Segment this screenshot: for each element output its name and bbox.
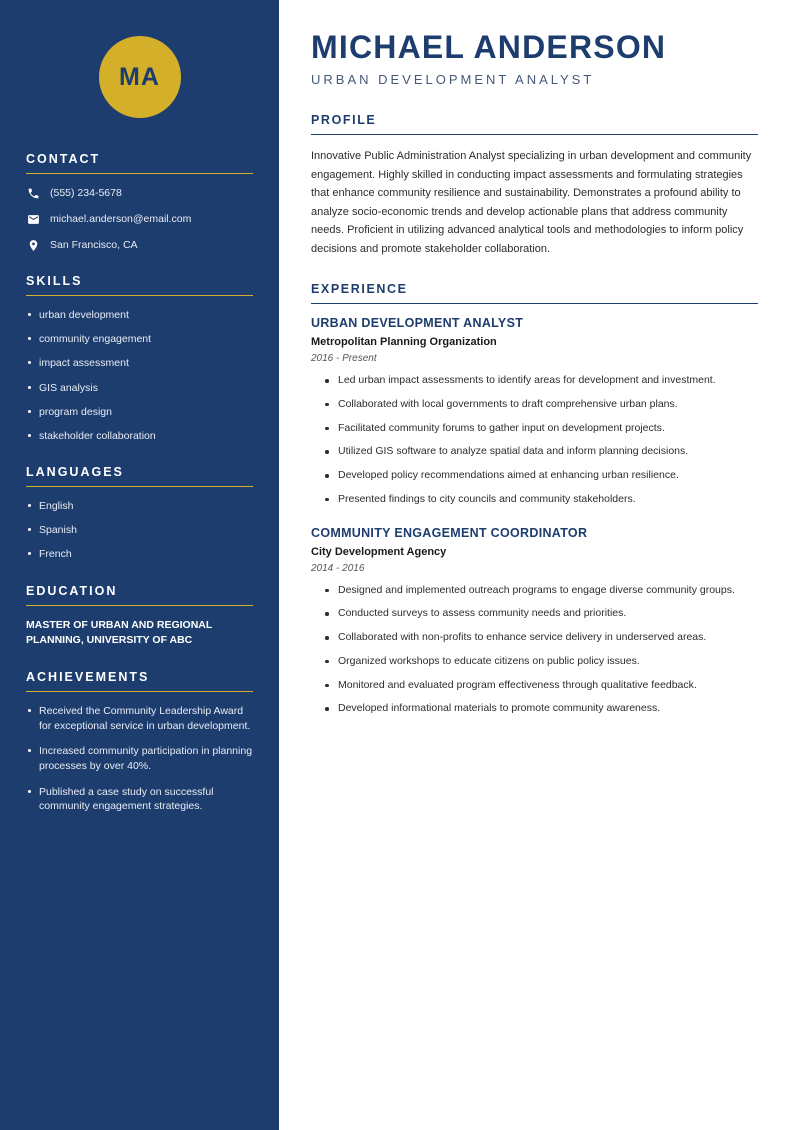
experience-role: COMMUNITY ENGAGEMENT COORDINATOR (311, 525, 588, 540)
education-item: MASTER OF URBAN AND REGIONAL PLANNING, UNIVERSITY OF ABC (26, 618, 213, 646)
education-section (26, 584, 253, 648)
experience-role: URBAN DEVELOPMENT ANALYST (311, 316, 524, 330)
contact-location-text: San Francisco, CA (50, 239, 138, 251)
experience-dates: 2014 - 2016 (311, 562, 365, 574)
contact-email-row (26, 212, 253, 226)
skills-section-title: SKILLS (26, 274, 253, 296)
contact-section-title: CONTACT (26, 152, 253, 174)
list-item: French (26, 547, 253, 561)
phone-icon (26, 186, 40, 200)
profile-section-title: PROFILE (311, 113, 758, 135)
achievements-list (26, 704, 253, 814)
experience-item (311, 526, 758, 718)
education-section-title: EDUCATION (26, 584, 253, 606)
experience-company: City Development Agency (311, 545, 447, 558)
profile-text: Innovative Public Administration Analyst specializing in urban development and community engagement. Highly skilled in conducting impact assessments and formulating strategies that enhance community resilience and sustainability. Demonstrates a profound ability to analyze socio-economic trends and develop actionable plans that address community needs. Proficient in utilizing advanced analytical tools and methodologies to inform policy decisions and promote stakeholder collaboration. (311, 150, 752, 255)
achievements-section (26, 670, 253, 814)
main-content (279, 0, 800, 1130)
contact-section (26, 152, 253, 252)
avatar-container (26, 0, 253, 152)
page-title: MICHAEL ANDERSON (311, 29, 667, 65)
list-item: Organized workshops to educate citizens on public policy issues. (325, 654, 758, 670)
experience-section-title: EXPERIENCE (311, 282, 758, 304)
languages-section (26, 465, 253, 562)
list-item: Increased community participation in planning processes by over 40%. (26, 744, 253, 773)
profile-section (311, 113, 758, 258)
list-item: urban development (26, 308, 253, 322)
envelope-icon (26, 212, 40, 226)
list-item: community engagement (26, 332, 253, 346)
list-item: stakeholder collaboration (26, 429, 253, 443)
avatar: MA (99, 36, 181, 118)
job-title: URBAN DEVELOPMENT ANALYST (311, 72, 595, 88)
experience-bullets (311, 583, 758, 718)
list-item: Utilized GIS software to analyze spatial data and inform planning decisions. (325, 444, 758, 460)
sidebar (0, 0, 279, 1130)
list-item: Presented findings to city councils and community stakeholders. (325, 492, 758, 508)
list-item: Led urban impact assessments to identify areas for development and investment. (325, 373, 758, 389)
contact-location-row (26, 238, 253, 252)
achievements-section-title: ACHIEVEMENTS (26, 670, 253, 692)
experience-dates: 2016 - Present (311, 353, 377, 364)
list-item: program design (26, 405, 253, 419)
list-item: Collaborated with local governments to draft comprehensive urban plans. (325, 397, 758, 413)
languages-section-title: LANGUAGES (26, 465, 253, 487)
experience-section (311, 282, 758, 717)
list-item: Developed policy recommendations aimed at enhancing urban resilience. (325, 468, 758, 484)
list-item: Facilitated community forums to gather input on development projects. (325, 421, 758, 437)
list-item: impact assessment (26, 356, 253, 370)
experience-bullets (311, 373, 758, 508)
list-item: GIS analysis (26, 381, 253, 395)
list-item: Received the Community Leadership Award for exceptional service in urban development. (26, 704, 253, 733)
list-item: Spanish (26, 523, 253, 537)
list-item: Conducted surveys to assess community needs and priorities. (325, 606, 758, 622)
languages-list (26, 499, 253, 562)
location-pin-icon (26, 238, 40, 252)
skills-list (26, 308, 253, 443)
list-item: Collaborated with non-profits to enhance service delivery in underserved areas. (325, 630, 758, 646)
experience-company: Metropolitan Planning Organization (311, 336, 497, 348)
contact-phone-text: (555) 234-5678 (50, 187, 122, 199)
contact-phone-row (26, 186, 253, 200)
experience-item (311, 316, 758, 508)
list-item: Designed and implemented outreach programs to engage diverse community groups. (325, 583, 758, 599)
list-item: Published a case study on successful community engagement strategies. (26, 785, 253, 814)
list-item: Monitored and evaluated program effectiveness through qualitative feedback. (325, 678, 758, 694)
list-item: Developed informational materials to promote community awareness. (325, 701, 758, 717)
skills-section (26, 274, 253, 443)
contact-email-text: michael.anderson@email.com (50, 213, 192, 225)
list-item: English (26, 499, 253, 513)
